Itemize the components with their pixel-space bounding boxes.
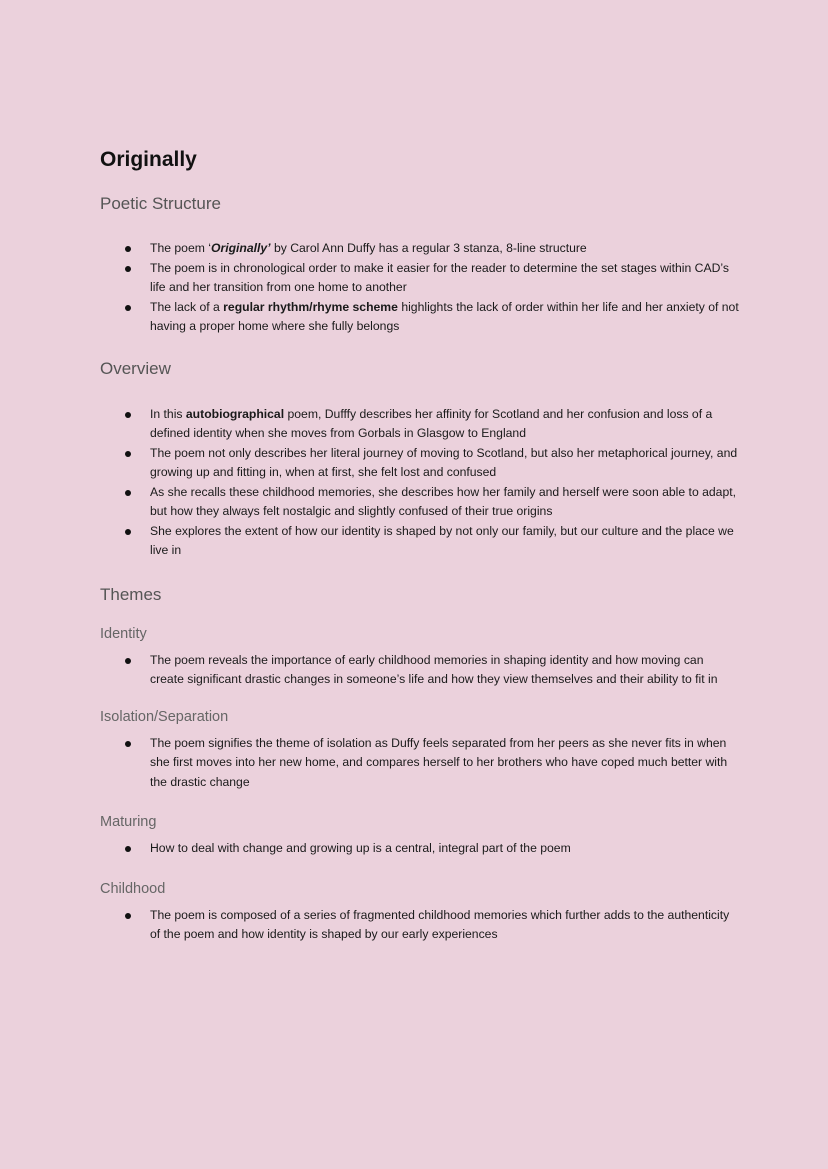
heading-isolation: Isolation/Separation (100, 708, 229, 725)
list-item: The poem ‘Originally’ by Carol Ann Duffy has a regular 3 stanza, 8-line structure (100, 239, 740, 259)
bullet-icon (125, 246, 131, 252)
list-item: She explores the extent of how our identity is shaped by not only our family, but our culture and the place we live in (100, 522, 740, 561)
bullet-icon (125, 658, 131, 664)
heading-identity: Identity (100, 625, 147, 642)
list-item: The poem reveals the importance of early childhood memories in shaping identity and how moving can create significant drastic changes in someone’s life and how they view themselves and their ability to fit in (100, 651, 740, 690)
list-item: The poem not only describes her literal journey of moving to Scotland, but also her metaphorical journey, and growing up and fitting in, when at first, she felt lost and confused (100, 444, 740, 483)
list-item: The poem signifies the theme of isolation as Duffy feels separated from her peers as she never fits in when she first moves into her new home, and compares herself to her brothers who have coped much better with the drastic change (100, 734, 740, 793)
childhood-list (100, 906, 740, 945)
structure-list (100, 239, 740, 337)
bullet-icon (125, 305, 131, 311)
list-item: As she recalls these childhood memories, she describes how her family and herself were soon able to adapt, but how they always felt nostalgic and slightly confused of their true origins (100, 483, 740, 522)
bullet-icon (125, 846, 131, 852)
heading-childhood: Childhood (100, 880, 166, 897)
list-item: The poem is composed of a series of fragmented childhood memories which further adds to the authenticity of the poem and how identity is shaped by our early experiences (100, 906, 740, 945)
bullet-icon (125, 529, 131, 535)
bullet-icon (125, 412, 131, 418)
heading-overview: Overview (100, 358, 171, 378)
list-item: The lack of a regular rhythm/rhyme scheme highlights the lack of order within her life and her anxiety of not having a proper home where she fully belongs (100, 298, 740, 337)
identity-list (100, 651, 740, 690)
list-item: How to deal with change and growing up is a central, integral part of the poem (100, 839, 740, 859)
heading-themes: Themes (100, 584, 162, 604)
bullet-icon (125, 451, 131, 457)
bullet-icon (125, 741, 131, 747)
overview-list (100, 405, 740, 561)
document-page (100, 143, 740, 945)
heading-maturing: Maturing (100, 814, 157, 830)
bullet-icon (125, 266, 131, 272)
maturing-list (100, 839, 740, 859)
bullet-icon (125, 490, 131, 496)
bullet-icon (125, 913, 131, 919)
heading-poetic-structure: Poetic Structure (100, 194, 221, 213)
list-item: The poem is in chronological order to make it easier for the reader to determine the set stages within CAD’s life and her transition from one home to another (100, 259, 740, 298)
page-title: Originally (100, 148, 197, 171)
list-item: In this autobiographical poem, Dufffy describes her affinity for Scotland and her confusion and loss of a defined identity when she moves from Gorbals in Glasgow to England (100, 405, 740, 444)
isolation-list (100, 734, 740, 793)
